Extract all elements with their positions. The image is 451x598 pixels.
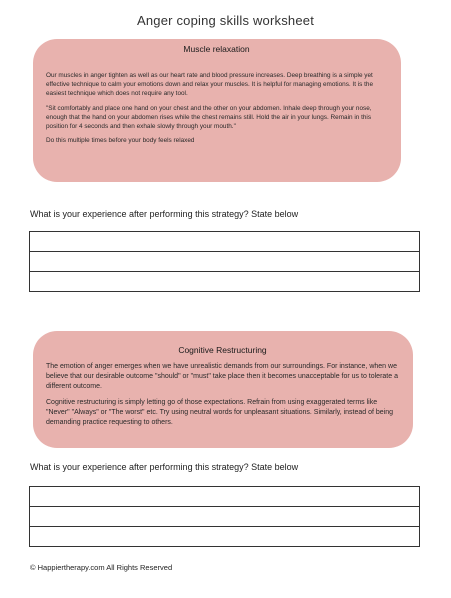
cognitive-restructuring-card bbox=[33, 331, 413, 448]
copyright-footer: © Happiertherapy.com All Rights Reserved bbox=[30, 563, 173, 572]
answer-box bbox=[29, 486, 420, 547]
muscle-relaxation-card bbox=[33, 39, 401, 182]
section-paragraph: Do this multiple times before your body feels relaxed bbox=[46, 137, 195, 145]
answer-line[interactable] bbox=[30, 527, 419, 546]
answer-line[interactable] bbox=[30, 272, 419, 291]
answer-line[interactable] bbox=[30, 252, 419, 272]
reflection-prompt: What is your experience after performing this strategy? State below bbox=[30, 209, 299, 219]
answer-line[interactable] bbox=[30, 507, 419, 527]
answer-line[interactable] bbox=[30, 487, 419, 507]
section-title: Muscle relaxation bbox=[183, 44, 250, 54]
section-title: Cognitive Restructuring bbox=[178, 345, 267, 355]
answer-line[interactable] bbox=[30, 232, 419, 252]
section-paragraph: The emotion of anger emerges when we have unrealistic demands from our surroundings. For instance, when we believe that our desirable outcome "should" or "must" take place then it becomes unacceptable for us to tolerate a different outcome. bbox=[46, 363, 398, 391]
answer-box bbox=[29, 231, 420, 292]
section-paragraph: Our muscles in anger tighten as well as our heart rate and blood pressure increases. Deep breathing is a simple yet effective technique to calm your emotions down and relax your muscles. It is helpful for managing emotions. It is the easiest technique which does not require any tool. bbox=[46, 72, 374, 97]
section-paragraph: Cognitive restructuring is simply letting go of those expectations. Refrain from using exaggerated terms like "Never" "Always" or "The worst" etc. Try using neutral words for unpleasant situations. Similarly, instead of being demanding practice requesting to others. bbox=[46, 398, 394, 427]
section-paragraph: "Sit comfortably and place one hand on your chest and the other on your abdomen. Inhale deep through your nose, enough that the hand on your abdomen rises while the chest remains still. Hold the air in your lungs. Remain in this position for 4 seconds and then exhale slowly through your mouth." bbox=[46, 104, 372, 130]
reflection-prompt: What is your experience after performing this strategy? State below bbox=[30, 462, 299, 472]
page-title: Anger coping skills worksheet bbox=[136, 13, 315, 28]
